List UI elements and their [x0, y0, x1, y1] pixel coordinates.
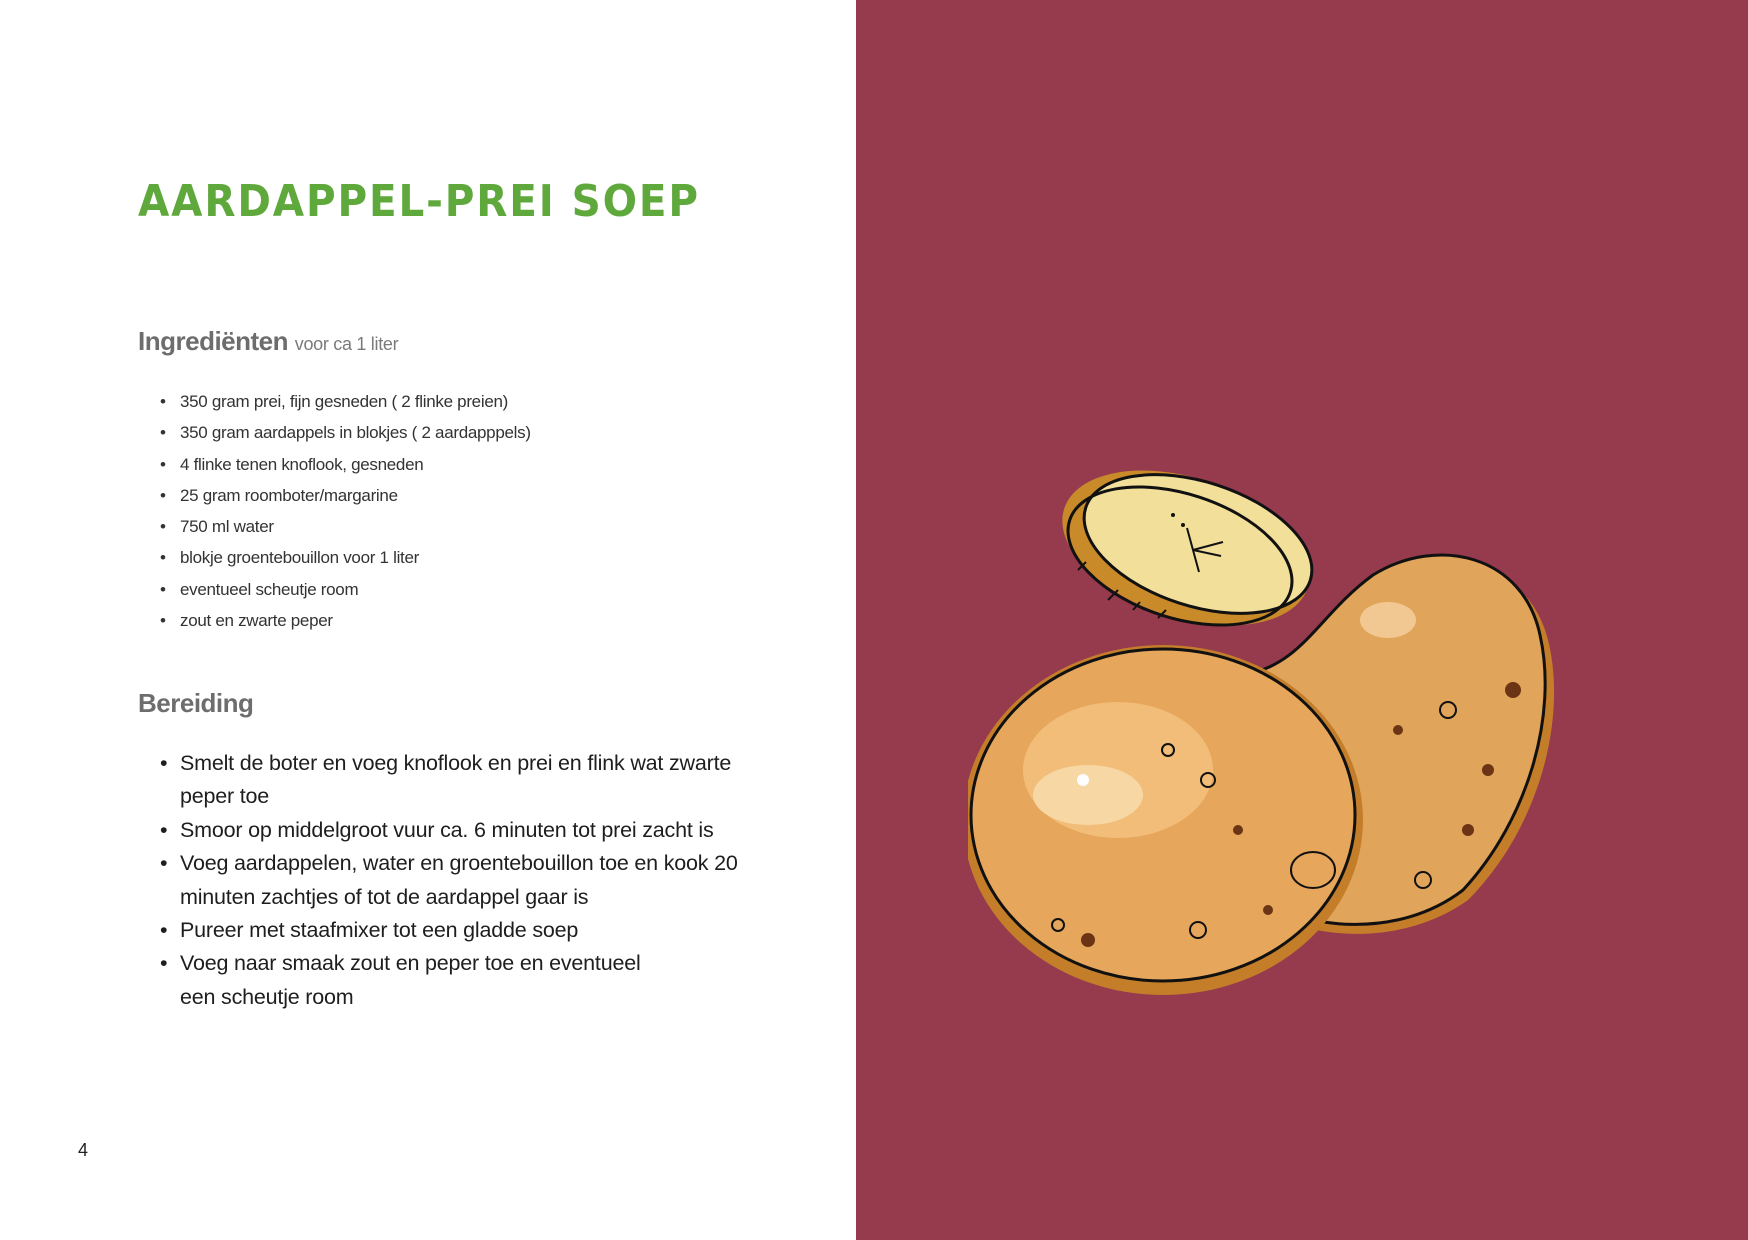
ingredient-item: • eventueel scheutje room: [160, 580, 531, 611]
preparation-step: • Smoor op middelgroot vuur ca. 6 minuten tot prei zacht is: [160, 814, 800, 847]
recipe-title: AARDAPPEL-PREI SOEP: [138, 176, 700, 227]
preparation-heading: Bereiding: [138, 688, 254, 718]
ingredient-item: • 25 gram roomboter/margarine: [160, 486, 531, 517]
ingredient-item: • 350 gram prei, fijn gesneden ( 2 flinke preien): [160, 392, 531, 423]
potato-left-icon: [968, 645, 1363, 995]
ingredient-item: • 750 ml water: [160, 517, 531, 548]
ingredient-item: • blokje groentebouillon voor 1 liter: [160, 548, 531, 579]
preparation-step: • Voeg aardappelen, water en groentebouillon toe en kook 20 minuten zachtjes of tot de aardappel gaar is: [160, 847, 740, 914]
preparation-step: • Smelt de boter en voeg knoflook en prei en flink wat zwarte peper toe: [160, 747, 780, 814]
recipe-page: [0, 0, 856, 1240]
ingredient-item: • 350 gram aardappels in blokjes ( 2 aardapppels): [160, 423, 531, 454]
preparation-step: • Pureer met staafmixer tot een gladde soep: [160, 914, 800, 947]
page-number: 4: [78, 1140, 89, 1160]
ingredients-heading: [138, 326, 398, 357]
preparation-step: • Voeg naar smaak zout en peper toe en eventueel een scheutje room: [160, 947, 680, 1014]
ingredients-heading-label: Ingrediënten: [138, 326, 289, 356]
preparation-steps: [160, 747, 800, 1014]
ingredients-subheading: voor ca 1 liter: [294, 334, 399, 354]
ingredient-item: • zout en zwarte peper: [160, 611, 531, 642]
ingredients-list: [160, 392, 531, 642]
ingredient-item: • 4 flinke tenen knoflook, gesneden: [160, 455, 531, 486]
potato-slice-icon: [1043, 470, 1330, 654]
potato-illustration: [968, 470, 1648, 1040]
